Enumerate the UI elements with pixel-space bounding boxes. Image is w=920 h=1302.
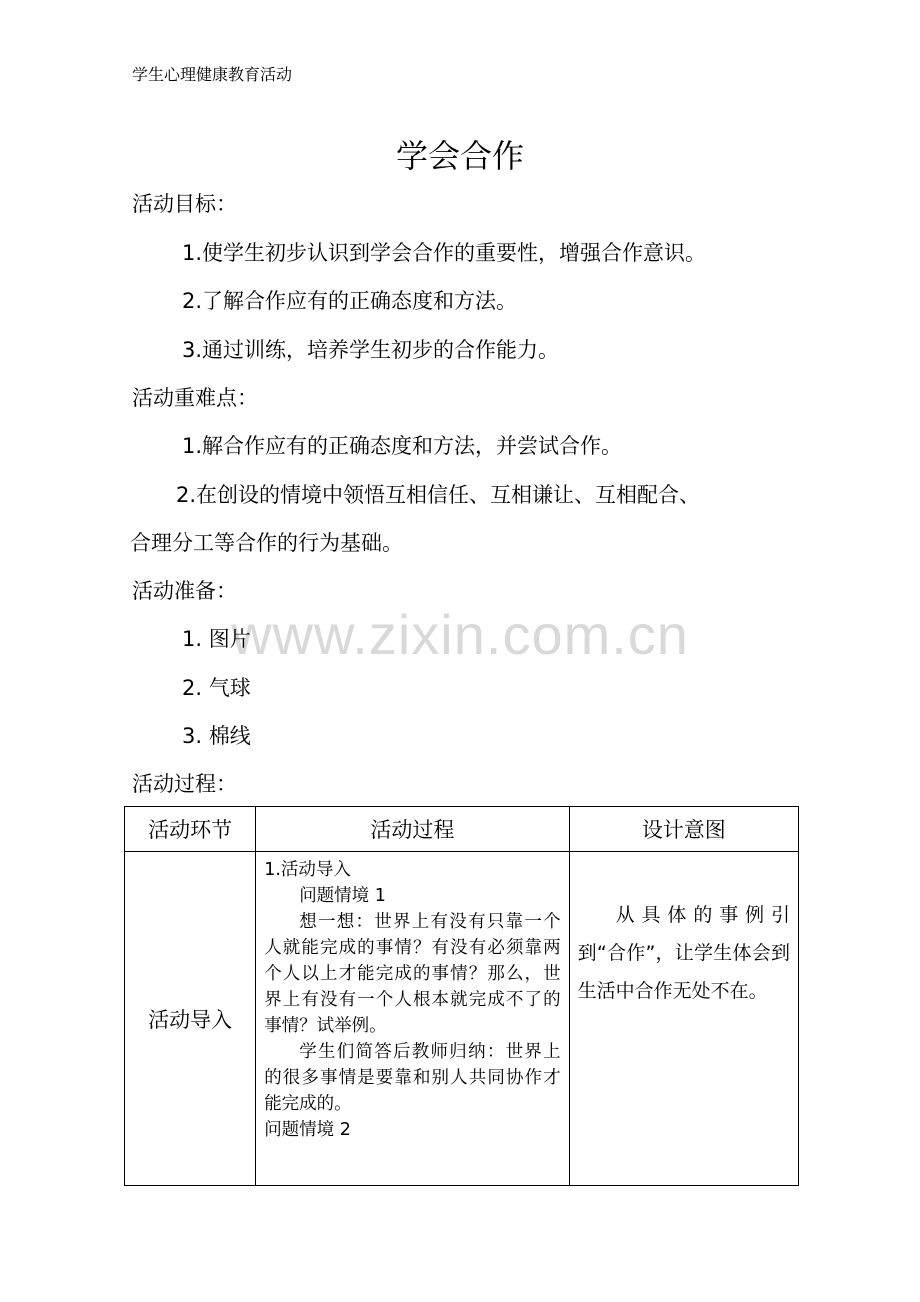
activity-process-table <box>124 806 799 1186</box>
process-line-1: 1.活动导入 <box>264 860 351 880</box>
keypoint-item-2-line-2: 合理分工等合作的行为基础。 <box>130 531 403 555</box>
process-cell <box>256 852 569 1186</box>
goal-item-2: 2.了解合作应有的正确态度和方法。 <box>182 289 518 313</box>
preparation-item-1: 1. 图片 <box>182 627 251 651</box>
watermark: www.zixin.com.cn <box>231 603 689 666</box>
keypoints-heading: 活动重难点： <box>132 386 258 410</box>
table-header-intent: 设计意图 <box>569 807 798 852</box>
process-line-5: 问题情境 2 <box>264 1120 351 1140</box>
process-line-3: 想一想：世界上有没有只靠一个人就能完成的事情？有没有必须靠两个人以上才能完成的事情？那么，世界上有没有一个人根本就完成不了的事情？试举例。 <box>264 912 561 1036</box>
preparation-heading: 活动准备： <box>132 579 237 603</box>
process-line-4: 学生们简答后教师归纳：世界上的很多事情是要靠和别人共同协作才能完成的。 <box>264 1042 561 1114</box>
goal-item-1: 1.使学生初步认识到学会合作的重要性，增强合作意识。 <box>182 241 707 265</box>
process-heading: 活动过程： <box>132 772 237 796</box>
keypoint-item-1: 1.解合作应有的正确态度和方法，并尝试合作。 <box>182 434 623 458</box>
preparation-item-3: 3. 棉线 <box>182 724 251 748</box>
intent-text: 从具体的事例引到“合作”，让学生体会到生活中合作无处不在。 <box>577 904 790 1002</box>
table-header-process: 活动过程 <box>256 807 569 852</box>
header-note: 学生心理健康教育活动 <box>132 65 293 84</box>
stage-cell: 活动导入 <box>125 852 256 1186</box>
table-row <box>125 852 799 1186</box>
goal-item-3: 3.通过训练，培养学生初步的合作能力。 <box>182 338 560 362</box>
intent-cell <box>569 852 798 1186</box>
table-header-stage: 活动环节 <box>125 807 256 852</box>
keypoint-item-2-line-1: 2.在创设的情境中领悟互相信任、互相谦让、互相配合、 <box>176 483 701 507</box>
preparation-item-2: 2. 气球 <box>182 676 251 700</box>
process-line-2: 问题情境 1 <box>299 886 386 906</box>
goals-heading: 活动目标： <box>132 192 237 216</box>
table-header-row <box>125 807 799 852</box>
document-title: 学会合作 <box>395 137 524 175</box>
